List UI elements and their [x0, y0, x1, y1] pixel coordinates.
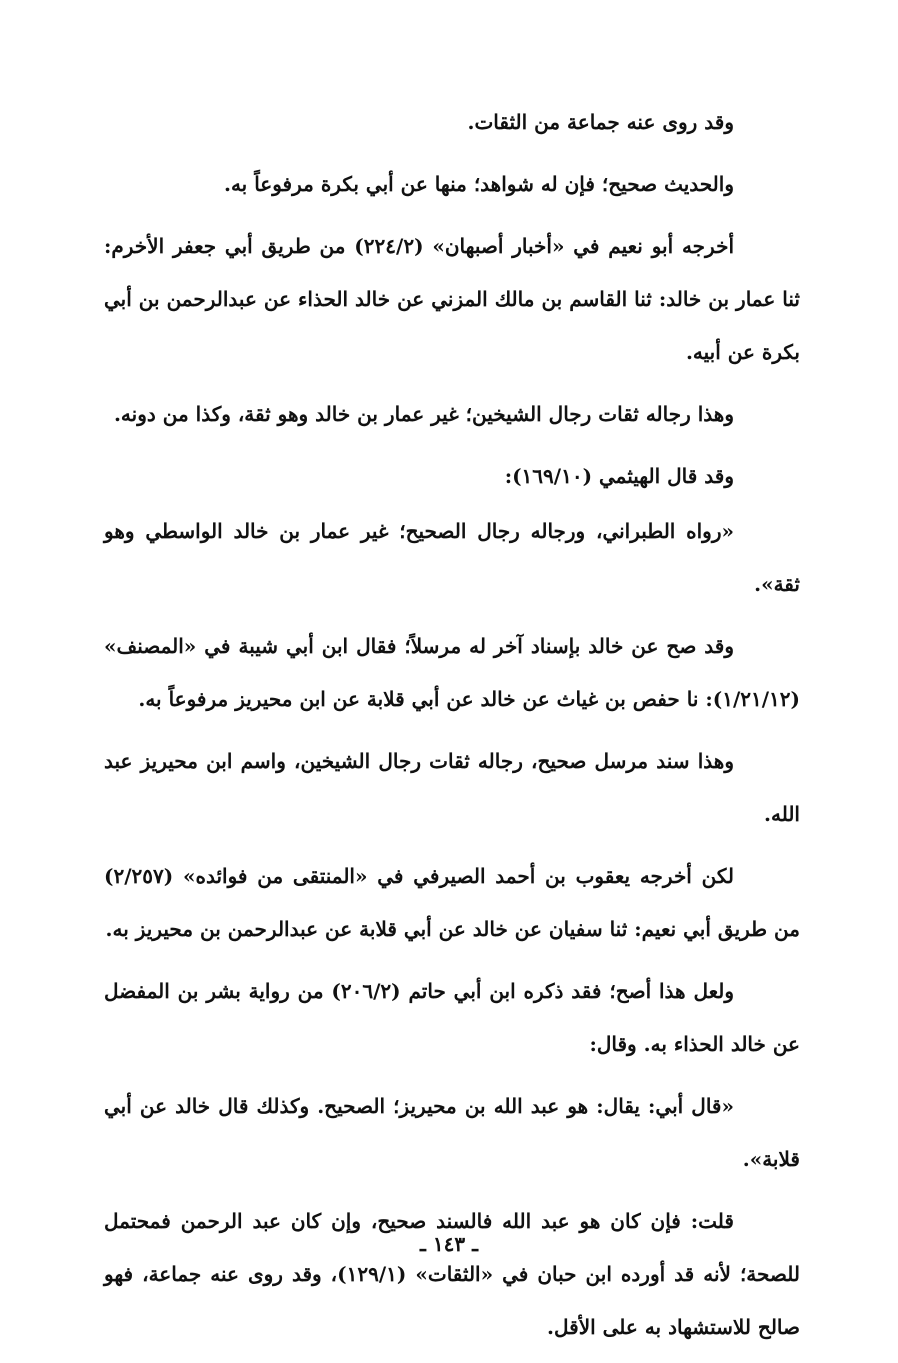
paragraph-mursal-assessment: وهذا سند مرسل صحيح، رجاله ثقات رجال الشيخين، واسم ابن محيريز عبد الله.: [104, 749, 800, 826]
paragraph-ibn-abi-hatim: ولعل هذا أصح؛ فقد ذكره ابن أبي حاتم (٢٠٦/٢) من رواية بشر بن المفضل عن خالد الحذاء به. وقال:: [104, 979, 800, 1056]
paragraph-abu-hatim-quote: «قال أبي: يقال: هو عبد الله بن محيريز؛ الصحيح. وكذلك قال خالد عن أبي قلابة».: [104, 1094, 800, 1171]
paragraph-narrators: وقد روى عنه جماعة من الثقات.: [467, 110, 734, 134]
paragraph-hadith-authentic: والحديث صحيح؛ فإن له شواهد؛ منها عن أبي بكرة مرفوعاً به.: [223, 172, 734, 196]
paragraph-sayrafi-takhrij: لكن أخرجه يعقوب بن أحمد الصيرفي في «المنتقى من فوائده» (٢/٢٥٧) من طريق أبي نعيم: ثنا سفيان عن خالد عن أبي قلابة عن عبدالرحمن بن محيريز به.: [104, 864, 800, 941]
paragraph-narrators-reliability: وهذا رجاله ثقات رجال الشيخين؛ غير عمار بن خالد وهو ثقة، وكذا من دونه.: [113, 402, 734, 426]
paragraph-haythami-intro: وقد قال الهيثمي (١٦٩/١٠):: [504, 464, 734, 488]
page-number: ـ ١٤٣ ـ: [420, 1232, 478, 1256]
paragraph-abu-nuaym-takhrij: أخرجه أبو نعيم في «أخبار أصبهان» (٢٢٤/٢) من طريق أبي جعفر الأخرم: ثنا عمار بن خالد: ثنا القاسم بن مالك المزني عن خالد الحذاء عن عبدالرحمن بن أبي بكرة عن أبيه.: [104, 234, 800, 364]
paragraph-mursal-chain: وقد صح عن خالد بإسناد آخر له مرسلاً؛ فقال ابن أبي شيبة في «المصنف» (١/٢١/١٢): نا حفص بن غياث عن خالد عن أبي قلابة عن ابن محيريز مرفوعاً به.: [104, 634, 800, 711]
page-body-text: [104, 96, 800, 1363]
paragraph-conclusion: قلت: فإن كان هو عبد الله فالسند صحيح، وإن كان عبد الرحمن فمحتمل للصحة؛ لأنه قد أورده ابن حبان في «الثقات» (١٢٩/١)، وقد روى عنه جماعة، فهو صالح للاستشهاد به على الأقل.: [104, 1209, 800, 1339]
paragraph-haythami-quote: «رواه الطبراني، ورجاله رجال الصحيح؛ غير عمار بن خالد الواسطي وهو ثقة».: [104, 519, 800, 596]
